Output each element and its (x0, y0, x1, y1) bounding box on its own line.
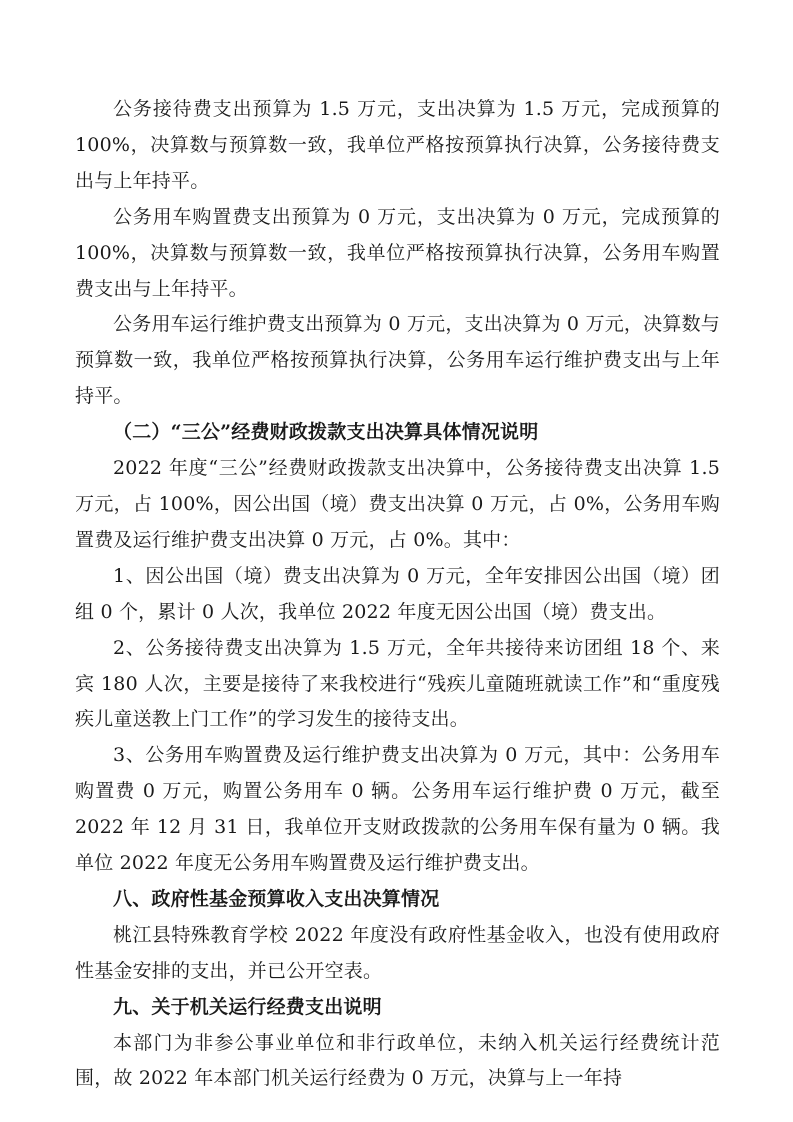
section-heading-operating-expenses: 九、关于机关运行经费支出说明 (113, 995, 382, 1018)
paragraph-overseas-travel: 1、因公出国（境）费支出决算为 0 万元，全年安排因公出国（境）团组 0 个，累计 0 人次，我单位 2022 年度无因公出国（境）费支出。 (75, 564, 720, 623)
paragraph-vehicle-details: 3、公务用车购置费及运行维护费支出决算为 0 万元，其中：公务用车购置费 0 万元，购置公务用车 0 辆。公务用车运行维护费 0 万元，截至 2022 年 12 月 31 日，我单位开支财政拨款的公务用车保有量为 0 辆。我单位 2022 年度无公务用车购置费及运行维护费支出。 (75, 744, 720, 875)
paragraph-three-public-summary: 2022 年度“三公”经费财政拨款支出决算中，公务接待费支出决算 1.5 万元，占 100%，因公出国（境）费支出决算 0 万元，占 0%，公务用车购置费及运行维护费支出决算 0 万元，占 0%。其中： (75, 457, 720, 551)
paragraph-vehicle-purchase-budget: 公务用车购置费支出预算为 0 万元，支出决算为 0 万元，完成预算的 100%，决算数与预算数一致，我单位严格按预算执行决算，公务用车购置费支出与上年持平。 (75, 205, 720, 300)
paragraph-government-funds: 桃江县特殊教育学校 2022 年度没有政府性基金收入，也没有使用政府性基金安排的支出，并已公开空表。 (75, 923, 720, 982)
section-heading-government-funds: 八、政府性基金预算收入支出决算情况 (113, 887, 440, 910)
section-heading-three-public-details: （二）“三公”经费财政拨款支出决算具体情况说明 (113, 421, 539, 444)
paragraph-reception-budget: 公务接待费支出预算为 1.5 万元，支出决算为 1.5 万元，完成预算的 100%，决算数与预算数一致，我单位严格按预算执行决算，公务接待费支出与上年持平。 (75, 98, 720, 192)
paragraph-operating-expenses: 本部门为非参公事业单位和非行政单位，未纳入机关运行经费统计范围，故 2022 年本部门机关运行经费为 0 万元，决算与上一年持 (75, 1031, 720, 1090)
paragraph-reception-details: 2、公务接待费支出决算为 1.5 万元，全年共接待来访团组 18 个、来宾 180 人次，主要是接待了来我校进行“残疾儿童随班就读工作”和“重度残疾儿童送教上门工作”的学习发生的接待支出。 (75, 636, 720, 731)
paragraph-vehicle-maintenance-budget: 公务用车运行维护费支出预算为 0 万元，支出决算为 0 万元，决算数与预算数一致，我单位严格按预算执行决算，公务用车运行维护费支出与上年持平。 (75, 313, 720, 408)
document-page (75, 92, 720, 1097)
